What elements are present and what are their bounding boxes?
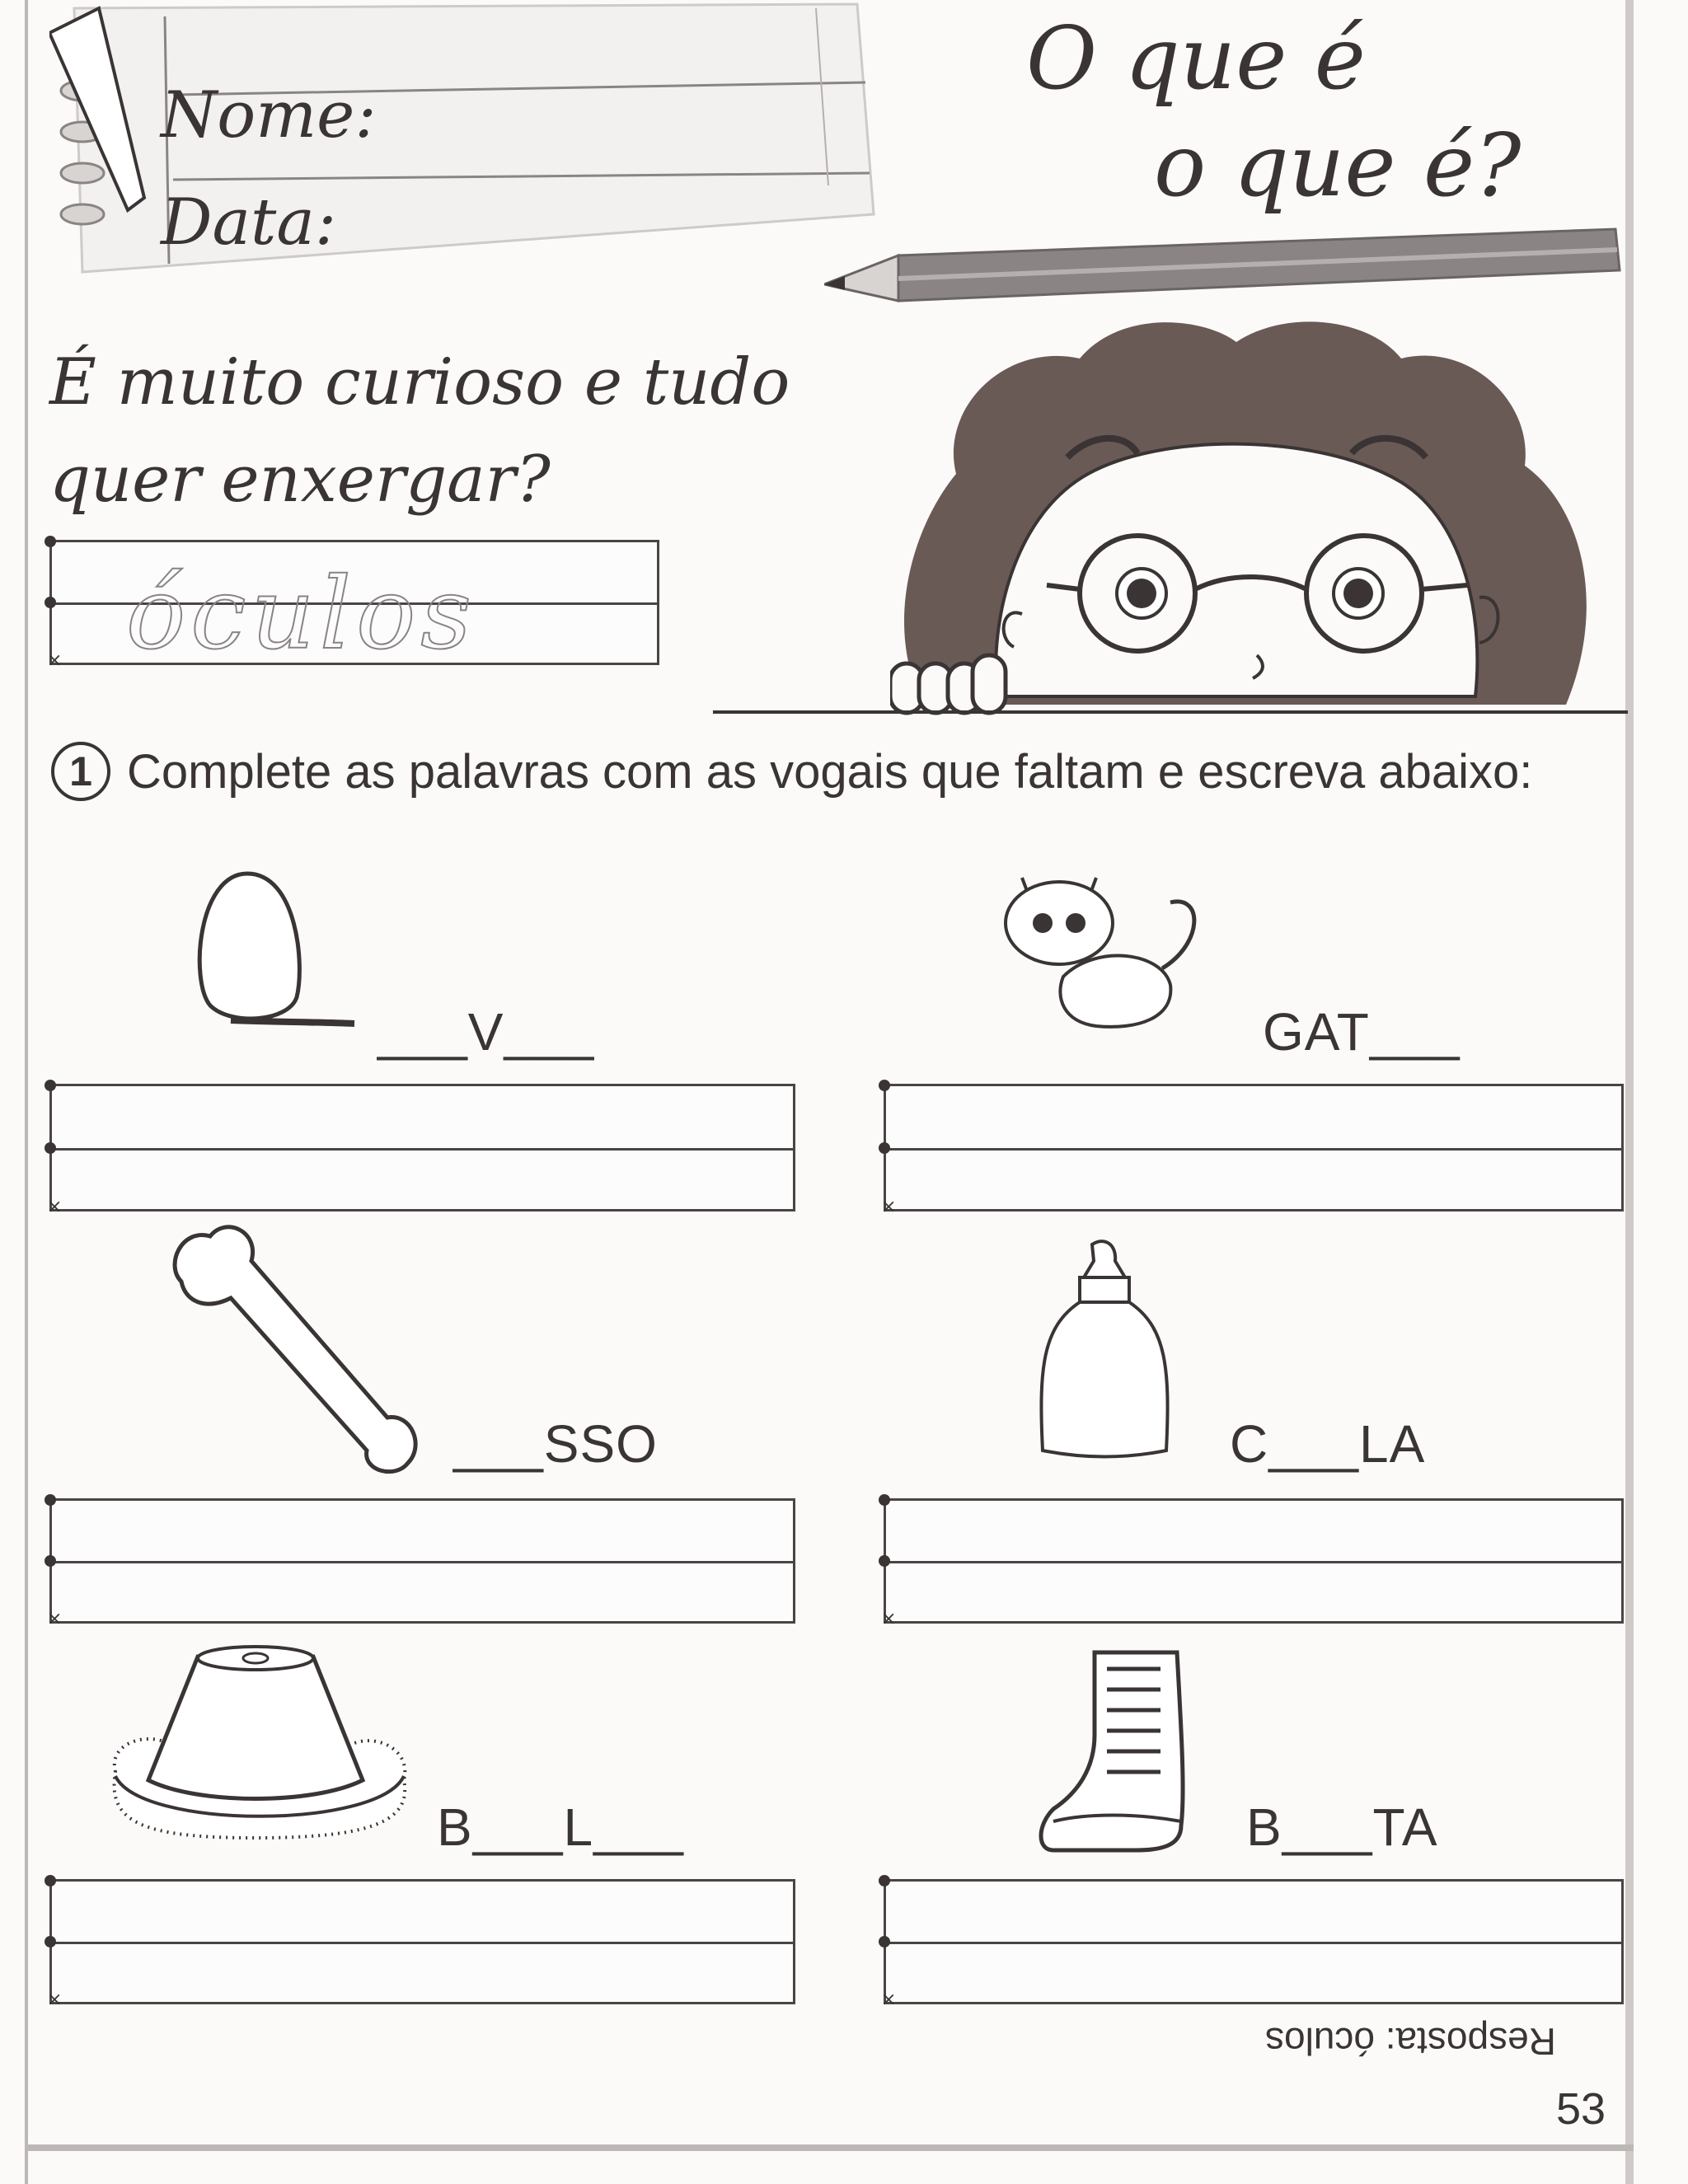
page-number: 53 [1556, 2084, 1606, 2134]
name-label: Nome: [161, 78, 377, 152]
traced-answer: óculos [126, 557, 476, 672]
answer-box-4[interactable]: × [884, 1498, 1624, 1624]
table-edge [713, 710, 1628, 714]
riddle-text: É muito curioso e tudo quer enxergar? [49, 345, 790, 517]
word-item-6: B___TA [1246, 1797, 1438, 1857]
word-item-5: B___L___ [437, 1797, 684, 1857]
title-line-2: o que é? [1154, 115, 1522, 216]
boot-icon [1037, 1644, 1193, 1858]
bone-icon [165, 1216, 429, 1479]
girl-with-glasses-illustration [890, 309, 1632, 721]
answer-box-3[interactable]: × [49, 1498, 795, 1624]
egg-icon [181, 857, 363, 1038]
word-item-3: ___SSO [453, 1414, 658, 1474]
title-line-1: O que é [1026, 8, 1366, 109]
pencil-icon [824, 223, 1624, 313]
cat-icon [997, 861, 1212, 1043]
word-item-4: C___LA [1230, 1414, 1426, 1474]
word-item-2: GAT___ [1263, 1002, 1461, 1062]
answer-box-1[interactable]: × [49, 1084, 795, 1212]
instruction [51, 742, 1532, 801]
answer-box-5[interactable]: × [49, 1879, 795, 2004]
upside-down-answer: Resposta: óculos [1265, 2020, 1556, 2063]
date-label: Data: [161, 185, 337, 260]
traced-answer-box[interactable]: × óculos [49, 540, 659, 665]
pudding-icon [107, 1640, 412, 1846]
page-edge-left [25, 0, 28, 2184]
word-item-1: ___V___ [377, 1002, 595, 1062]
glue-bottle-icon [1034, 1236, 1175, 1467]
answer-box-6[interactable]: × [884, 1879, 1624, 2004]
answer-box-2[interactable]: × [884, 1084, 1624, 1212]
exercise-number: 1 [51, 742, 110, 801]
instruction-text: Complete as palavras com as vogais que faltam e escreva abaixo: [127, 744, 1533, 799]
page-edge-bottom [25, 2144, 1634, 2151]
